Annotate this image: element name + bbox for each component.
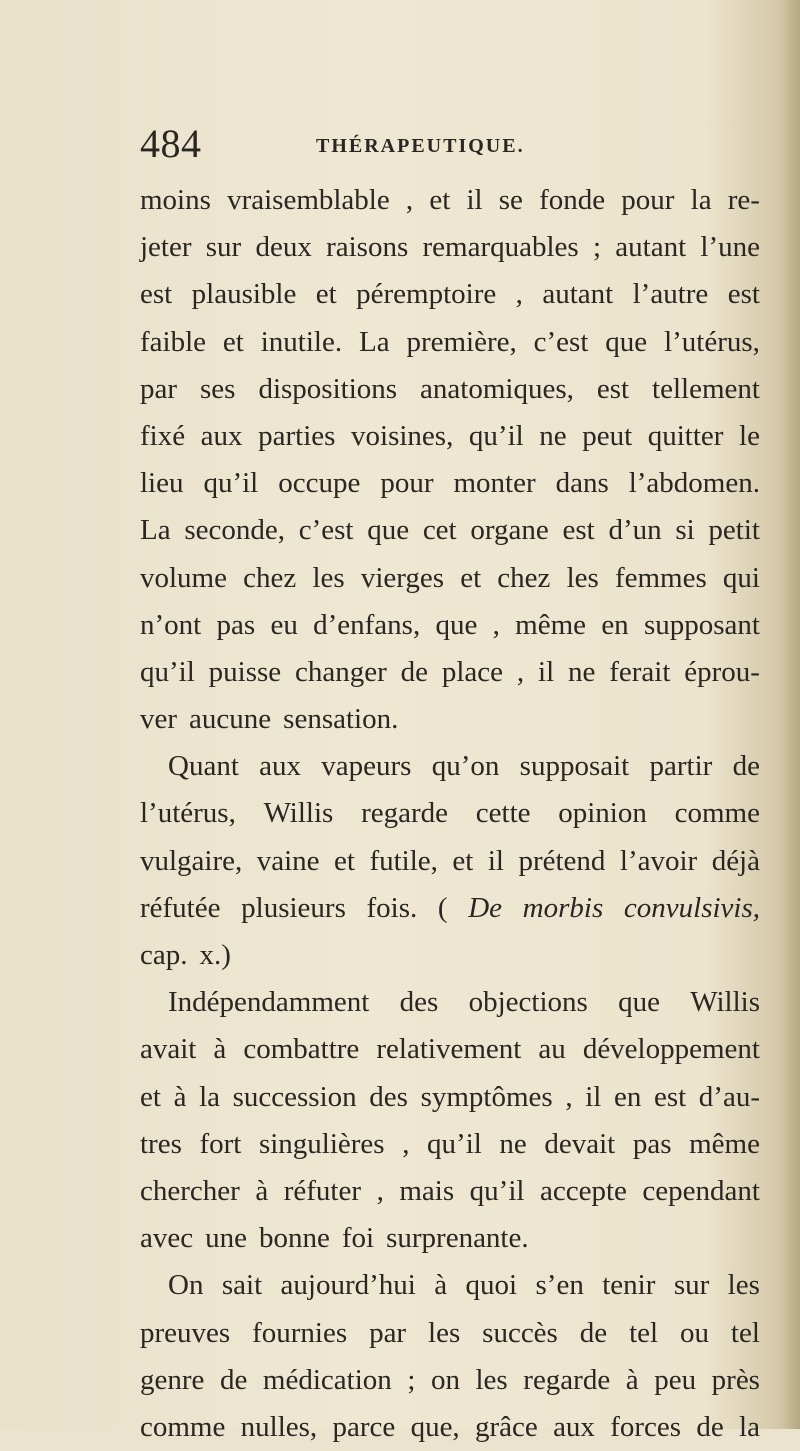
text-line: n’ont pas eu d’enfans, que , même en supposant xyxy=(140,608,760,641)
text-line: Quant aux vapeurs qu’on supposait partir de xyxy=(168,750,760,783)
text-line: On sait aujourd’hui à quoi s’en tenir sur les xyxy=(168,1269,760,1302)
text-line: est plausible et péremptoire , autant l’autre est xyxy=(140,278,760,311)
text-line: vulgaire, vaine et futile, et il prétend l’avoir déjà xyxy=(140,844,760,877)
text-line: lieu qu’il occupe pour monter dans l’abdomen. xyxy=(140,467,760,500)
text-line: avec une bonne foi surprenante. xyxy=(140,1222,529,1255)
text-line: réfutée plusieurs fois. ( De morbis convulsivis, xyxy=(140,891,760,924)
text-line: fixé aux parties voisines, qu’il ne peut quitter le xyxy=(140,419,760,452)
text-line: preuves fournies par les succès de tel ou tel xyxy=(140,1316,760,1349)
text-line: par ses dispositions anatomiques, est tellement xyxy=(140,372,760,405)
text-line: jeter sur deux raisons remarquables ; autant l’une xyxy=(140,231,760,264)
text-line: moins vraisemblable , et il se fonde pour la re- xyxy=(140,184,760,216)
text-line: et à la succession des symptômes , il en est d’au- xyxy=(140,1080,760,1113)
text-line: ver aucune sensation. xyxy=(140,703,399,736)
text-line: cap. x.) xyxy=(140,939,231,971)
text-line: La seconde, c’est que cet organe est d’un si petit xyxy=(140,514,760,547)
text-line: faible et inutile. La première, c’est que l’utérus, xyxy=(140,325,760,358)
text-line: genre de médication ; on les regarde à peu près xyxy=(140,1363,760,1396)
page-header xyxy=(140,122,760,172)
body-text xyxy=(140,177,760,1451)
text-line: qu’il puisse changer de place , il ne ferait éprou- xyxy=(140,655,760,688)
text-line: Indépendamment des objections que Willis xyxy=(168,986,760,1019)
text-line: chercher à réfuter , mais qu’il accepte cependant xyxy=(140,1174,760,1207)
page-number: 484 xyxy=(140,121,202,166)
text-line: tres fort singulières , qu’il ne devait pas même xyxy=(140,1127,760,1160)
running-title: THÉRAPEUTIQUE. xyxy=(316,135,525,157)
text-line: l’utérus, Willis regarde cette opinion comme xyxy=(140,797,760,830)
page-edge-shadow xyxy=(782,0,800,1429)
text-line: avait à combattre relativement au développement xyxy=(140,1033,760,1066)
text-line: volume chez les vierges et chez les femmes qui xyxy=(140,561,760,594)
text-line: comme nulles, parce que, grâce aux forces de la xyxy=(140,1410,760,1443)
